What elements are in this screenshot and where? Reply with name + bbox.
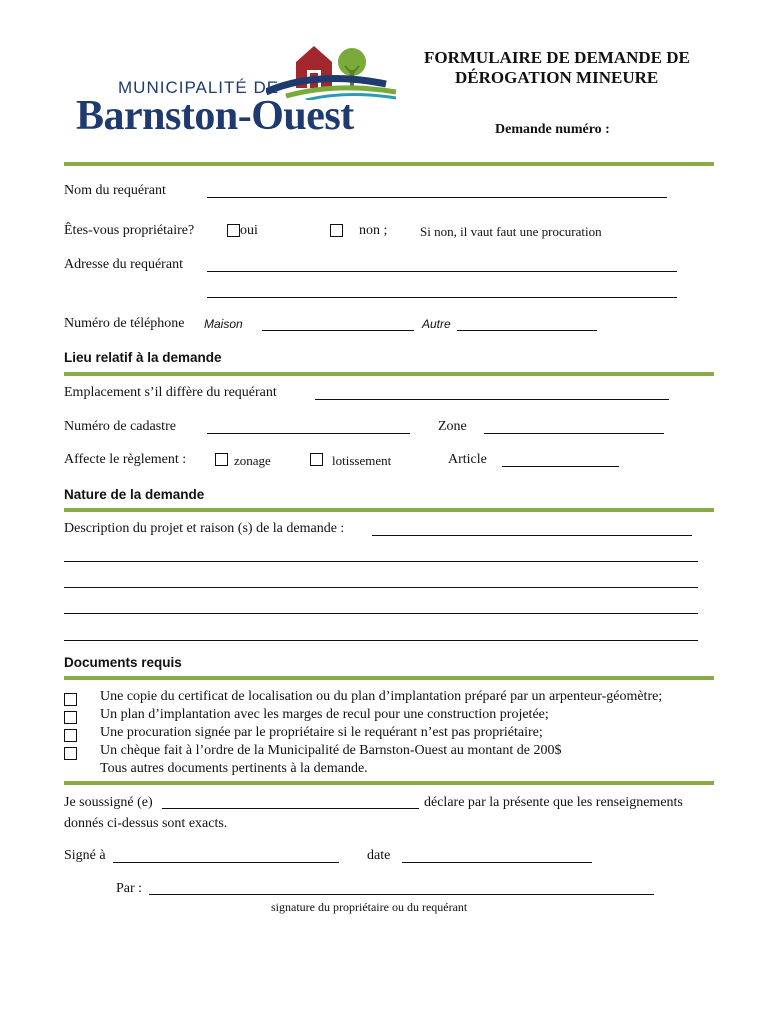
emplacement-label: Emplacement s’il diffère du requérant bbox=[64, 385, 277, 400]
declaration-line2: donnés ci-dessus sont exacts. bbox=[64, 816, 228, 831]
signe-field[interactable] bbox=[113, 862, 339, 863]
oui-checkbox[interactable] bbox=[227, 224, 240, 237]
signe-label: Signé à bbox=[64, 848, 106, 863]
adresse-field-2[interactable] bbox=[207, 297, 677, 298]
zonage-checkbox[interactable] bbox=[215, 453, 228, 466]
document-item-5: Tous autres documents pertinents à la demande. bbox=[100, 761, 368, 776]
divider-nature bbox=[64, 508, 714, 512]
nom-field[interactable] bbox=[207, 197, 667, 198]
procuration-note: Si non, il vaut faut une procuration bbox=[420, 224, 602, 239]
maison-phone-field[interactable] bbox=[262, 330, 414, 331]
description-field-5[interactable] bbox=[64, 640, 698, 641]
divider-documents bbox=[64, 676, 714, 680]
document-item-3: Une procuration signée par le propriétaire si le requérant n’est pas propriétaire; bbox=[100, 725, 543, 740]
documents-heading: Documents requis bbox=[64, 655, 182, 670]
signature-field[interactable] bbox=[149, 894, 654, 895]
description-field-4[interactable] bbox=[64, 613, 698, 614]
description-field-1[interactable] bbox=[372, 535, 692, 536]
maison-label: Maison bbox=[204, 317, 243, 331]
article-field[interactable] bbox=[502, 466, 619, 467]
document-item-2: Un plan d’implantation avec les marges de recul pour une construction projetée; bbox=[100, 707, 549, 722]
date-label: date bbox=[367, 848, 391, 863]
zonage-label: zonage bbox=[234, 453, 271, 468]
emplacement-field[interactable] bbox=[315, 399, 669, 400]
divider-declaration bbox=[64, 781, 714, 785]
soussigne-field[interactable] bbox=[162, 808, 419, 809]
document-item-4: Un chèque fait à l’ordre de la Municipalité de Barnston-Ouest au montant de 200$ bbox=[100, 743, 562, 758]
form-title-line2: DÉROGATION MINEURE bbox=[455, 68, 659, 87]
divider-lieu bbox=[64, 372, 714, 376]
telephone-label: Numéro de téléphone bbox=[64, 316, 185, 331]
nom-label: Nom du requérant bbox=[64, 183, 166, 198]
oui-label: oui bbox=[240, 223, 258, 238]
demande-numero-label: Demande numéro : bbox=[495, 122, 610, 137]
description-label: Description du projet et raison (s) de la demande : bbox=[64, 521, 345, 536]
declare-text: déclare par la présente que les renseignements bbox=[424, 795, 683, 810]
soussigne-label: Je soussigné (e) bbox=[64, 795, 153, 810]
document-checkbox-1[interactable] bbox=[64, 693, 77, 706]
form-title-line1: FORMULAIRE DE DEMANDE DE bbox=[424, 48, 690, 67]
par-label: Par : bbox=[116, 881, 143, 896]
proprietaire-label: Êtes-vous propriétaire? bbox=[64, 223, 195, 238]
municipality-logo bbox=[70, 40, 410, 140]
document-checkbox-2[interactable] bbox=[64, 711, 77, 724]
document-checkbox-4[interactable] bbox=[64, 747, 77, 760]
signature-caption: signature du propriétaire ou du requérant bbox=[271, 900, 468, 914]
date-field[interactable] bbox=[402, 862, 592, 863]
cadastre-field[interactable] bbox=[207, 433, 410, 434]
divider-header bbox=[64, 162, 714, 166]
adresse-field-1[interactable] bbox=[207, 271, 677, 272]
nature-heading: Nature de la demande bbox=[64, 487, 205, 502]
lotissement-label: lotissement bbox=[332, 453, 392, 468]
lotissement-checkbox[interactable] bbox=[310, 453, 323, 466]
description-field-3[interactable] bbox=[64, 587, 698, 588]
affecte-label: Affecte le règlement : bbox=[64, 452, 187, 467]
non-checkbox[interactable] bbox=[330, 224, 343, 237]
zone-label: Zone bbox=[438, 419, 467, 434]
cadastre-label: Numéro de cadastre bbox=[64, 419, 176, 434]
document-item-1: Une copie du certificat de localisation ou du plan d’implantation préparé par un arpenteur-géomètre; bbox=[100, 689, 663, 704]
document-checkbox-3[interactable] bbox=[64, 729, 77, 742]
autre-phone-field[interactable] bbox=[457, 330, 597, 331]
zone-field[interactable] bbox=[484, 433, 664, 434]
logo-line2: Barnston-Ouest bbox=[76, 93, 354, 139]
article-label: Article bbox=[448, 452, 487, 467]
non-label: non ; bbox=[359, 223, 388, 238]
lieu-heading: Lieu relatif à la demande bbox=[64, 350, 222, 365]
description-field-2[interactable] bbox=[64, 561, 698, 562]
logo-emblem-icon bbox=[266, 40, 406, 100]
logo-line1: MUNICIPALITÉ DE bbox=[118, 78, 280, 97]
adresse-label: Adresse du requérant bbox=[64, 257, 183, 272]
autre-label: Autre bbox=[422, 317, 451, 331]
